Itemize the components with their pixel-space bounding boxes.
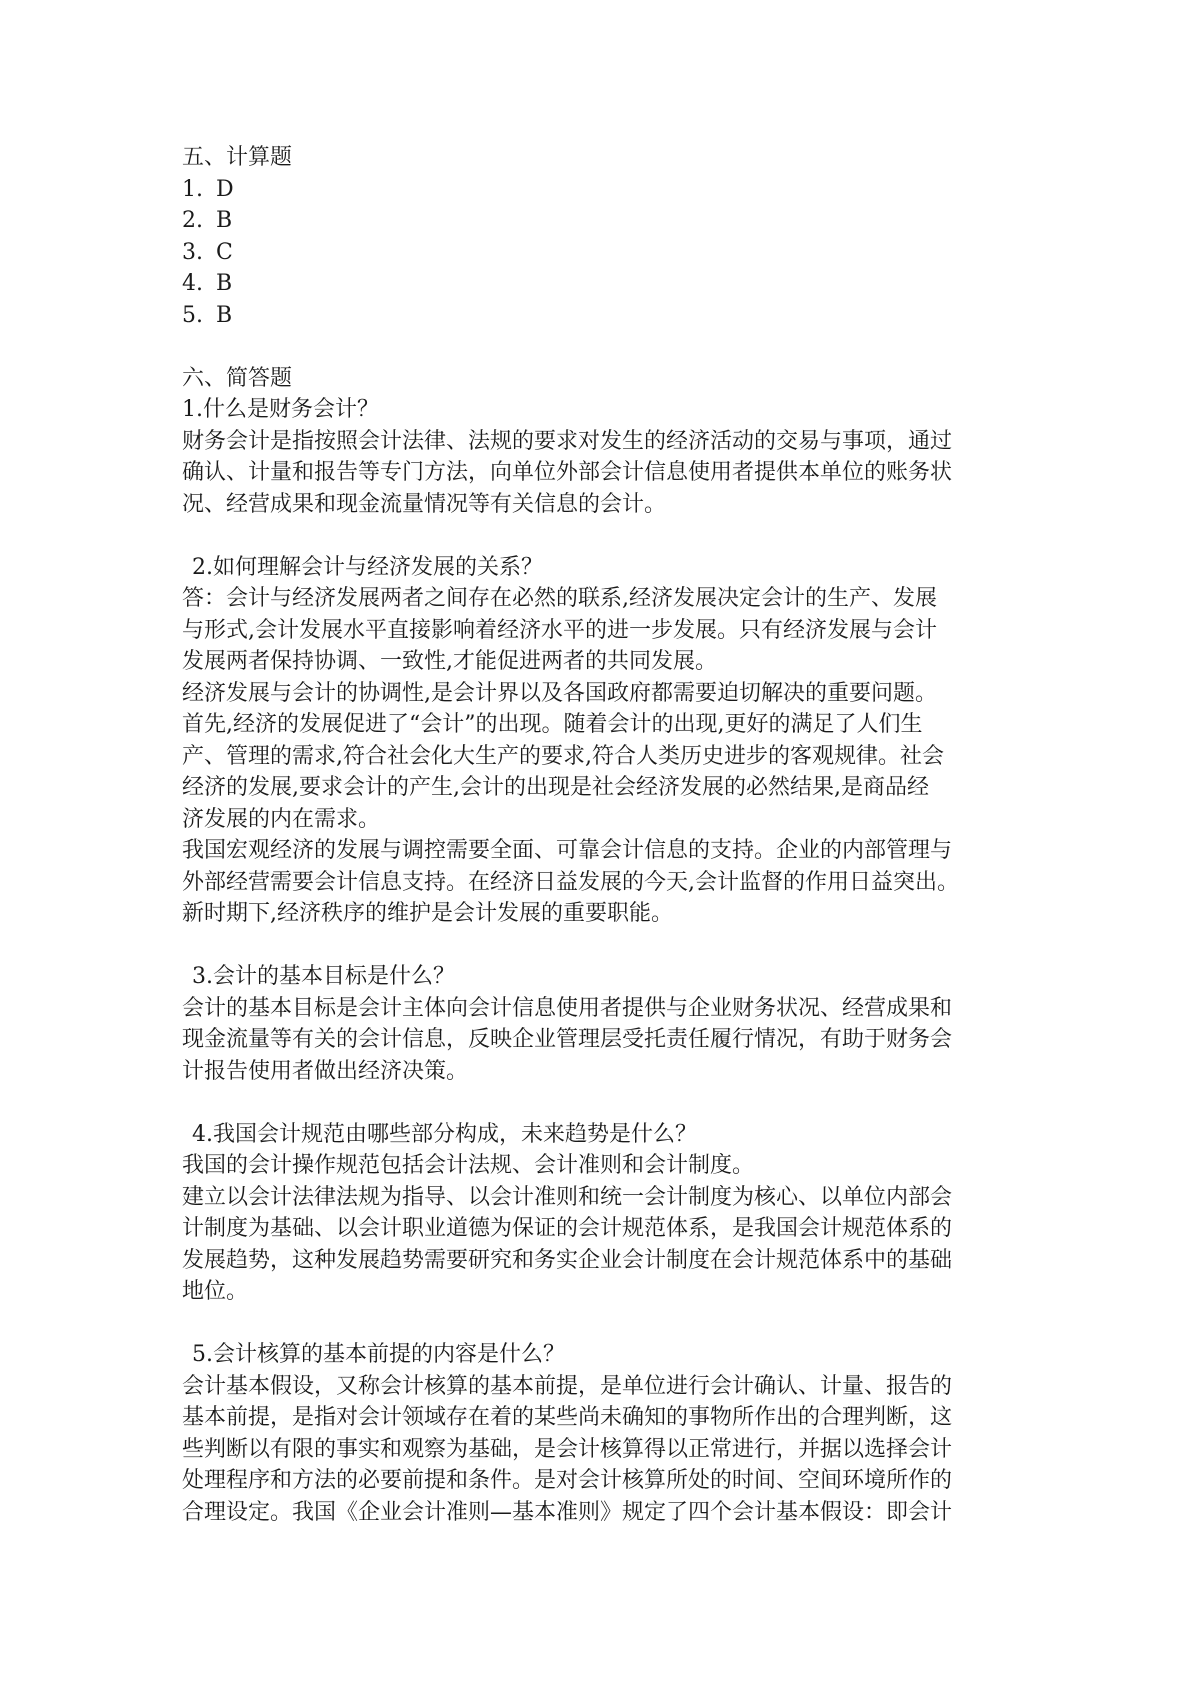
answer-line: 济发展的内在需求。 (182, 806, 381, 832)
spacer (182, 331, 1022, 363)
spacer (182, 930, 1022, 962)
answer-line: 我国的会计操作规范包括会计法规、会计准则和会计制度。 (182, 1153, 755, 1178)
spacer (182, 1087, 1022, 1119)
answer-item (182, 268, 1022, 300)
question-2: 2.如何理解会计与经济发展的关系？ (192, 554, 543, 580)
question-5: 5.会计核算的基本前提的内容是什么？ (192, 1342, 565, 1367)
question-1: 1.什么是财务会计？ (182, 397, 379, 422)
answer-letter: C (216, 239, 233, 265)
answer-number: 3. (182, 239, 203, 265)
answer-line: 新时期下,经济秩序的维护是会计发展的重要职能。 (182, 901, 673, 926)
answer-line: 计制度为基础、以会计职业道德为保证的会计规范体系，是我国会计规范体系的 (182, 1216, 953, 1241)
answer-line: 答：会计与经济发展两者之间存在必然的联系,经济发展决定会计的生产、发展 (182, 586, 937, 611)
answer-line: 发展趋势，这种发展趋势需要研究和务实企业会计制度在会计规范体系中的基础 (182, 1247, 953, 1273)
answer-line: 首先,经济的发展促进了“会计”的出现。随着会计的出现,更好的满足了人们生 (182, 712, 923, 737)
answer-list (182, 174, 1022, 332)
answer-line: 经济的发展,要求会计的产生,会计的出现是社会经济发展的必然结果,是商品经 (182, 775, 929, 800)
answer-line: 确认、计量和报告等专门方法，向单位外部会计信息使用者提供本单位的账务状 (182, 460, 953, 485)
spacer (182, 1308, 1022, 1340)
answer-number: 1. (182, 176, 203, 202)
answer-item (182, 237, 1022, 269)
answer-line: 我国宏观经济的发展与调控需要全面、可靠会计信息的支持。企业的内部管理与 (182, 838, 953, 863)
answer-letter: D (216, 176, 234, 202)
answer-line: 财务会计是指按照会计法律、法规的要求对发生的经济活动的交易与事项，通过 (182, 428, 953, 454)
question-4: 4.我国会计规范由哪些部分构成，未来趋势是什么？ (192, 1121, 697, 1147)
section5-heading: 五、计算题 (182, 145, 293, 170)
answer-line: 些判断以有限的事实和观察为基础，是会计核算得以正常进行，并据以选择会计 (182, 1436, 953, 1462)
answer-item (182, 174, 1022, 206)
answer-line: 会计基本假设，又称会计核算的基本前提，是单位进行会计确认、计量、报告的 (182, 1373, 953, 1399)
answer-line: 外部经营需要会计信息支持。在经济日益发展的今天,会计监督的作用日益突出。 (182, 869, 959, 895)
answer-letter: B (216, 302, 233, 328)
answer-line: 产、管理的需求,符合社会化大生产的要求,符合人类历史进步的客观规律。社会 (182, 743, 944, 769)
answer-number: 2. (182, 208, 203, 233)
question-3: 3.会计的基本目标是什么？ (192, 964, 455, 989)
answer-item (182, 205, 1022, 237)
section6-heading: 六、简答题 (182, 365, 293, 391)
answer-line: 计报告使用者做出经济决策。 (182, 1058, 469, 1084)
spacer (182, 520, 1022, 552)
answer-letter: B (216, 271, 233, 296)
document-page (182, 142, 1022, 1528)
answer-item (182, 300, 1022, 332)
answer-line: 经济发展与会计的协调性,是会计界以及各国政府都需要迫切解决的重要问题。 (182, 680, 937, 706)
answer-line: 地位。 (182, 1279, 249, 1304)
answer-line: 会计的基本目标是会计主体向会计信息使用者提供与企业财务状况、经营成果和 (182, 995, 953, 1021)
answer-line: 发展两者保持协调、一致性,才能促进两者的共同发展。 (182, 649, 717, 674)
answer-line: 基本前提，是指对会计领域存在着的某些尚未确知的事物所作出的合理判断，这 (182, 1405, 953, 1430)
answer-line: 况、经营成果和现金流量情况等有关信息的会计。 (182, 491, 667, 517)
answer-number: 5. (182, 302, 203, 328)
answer-number: 4. (182, 271, 203, 296)
answer-line: 处理程序和方法的必要前提和条件。是对会计核算所处的时间、空间环境所作的 (182, 1468, 953, 1493)
answer-letter: B (216, 208, 233, 233)
answer-line: 现金流量等有关的会计信息，反映企业管理层受托责任履行情况，有助于财务会 (182, 1027, 953, 1052)
answer-line: 与形式,会计发展水平直接影响着经济水平的进一步发展。只有经济发展与会计 (182, 617, 937, 643)
answer-line: 合理设定。我国《企业会计准则—基本准则》规定了四个会计基本假设：即会计 (182, 1499, 953, 1525)
answer-line: 建立以会计法律法规为指导、以会计准则和统一会计制度为核心、以单位内部会 (182, 1184, 953, 1210)
